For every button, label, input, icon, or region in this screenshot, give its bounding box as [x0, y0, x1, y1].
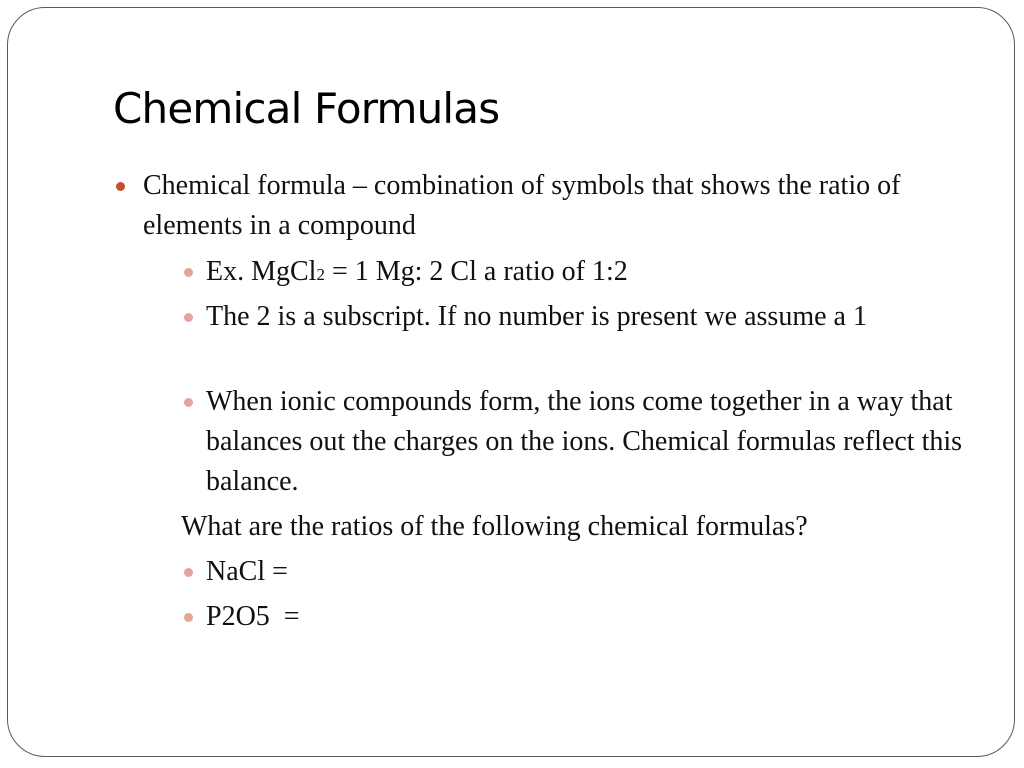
bullet-dot-icon — [184, 268, 193, 277]
bullet-dot-icon — [184, 613, 193, 622]
question-text: What are the ratios of the following chemical formulas? — [181, 511, 808, 542]
bullet-dot-icon — [184, 568, 193, 577]
subscript-note-bullet: The 2 is a subscript. If no number is present we assume a 1 — [206, 301, 867, 332]
example-subscript: 2 — [316, 265, 325, 284]
ionic-note-bullet: When ionic compounds form, the ions come together in a way that balances out the charges on the ions. Chemical formulas reflect this balance. — [206, 386, 963, 497]
main-bullet-text: Chemical formula – combination of symbols that shows the ratio of elements in a compound — [143, 170, 901, 241]
formula-item-p2o5: P2O5 = — [206, 601, 300, 632]
formula-item-nacl: NaCl = — [206, 556, 288, 587]
bullet-dot-icon — [184, 313, 193, 322]
bullet-dot-icon — [184, 398, 193, 407]
example-bullet — [206, 252, 966, 295]
example-suffix: = 1 Mg: 2 Cl a ratio of 1:2 — [324, 256, 628, 287]
example-prefix: Ex. MgCl — [206, 256, 317, 287]
bullet-dot-icon — [116, 182, 125, 191]
slide-title: Chemical Formulas — [113, 84, 500, 133]
